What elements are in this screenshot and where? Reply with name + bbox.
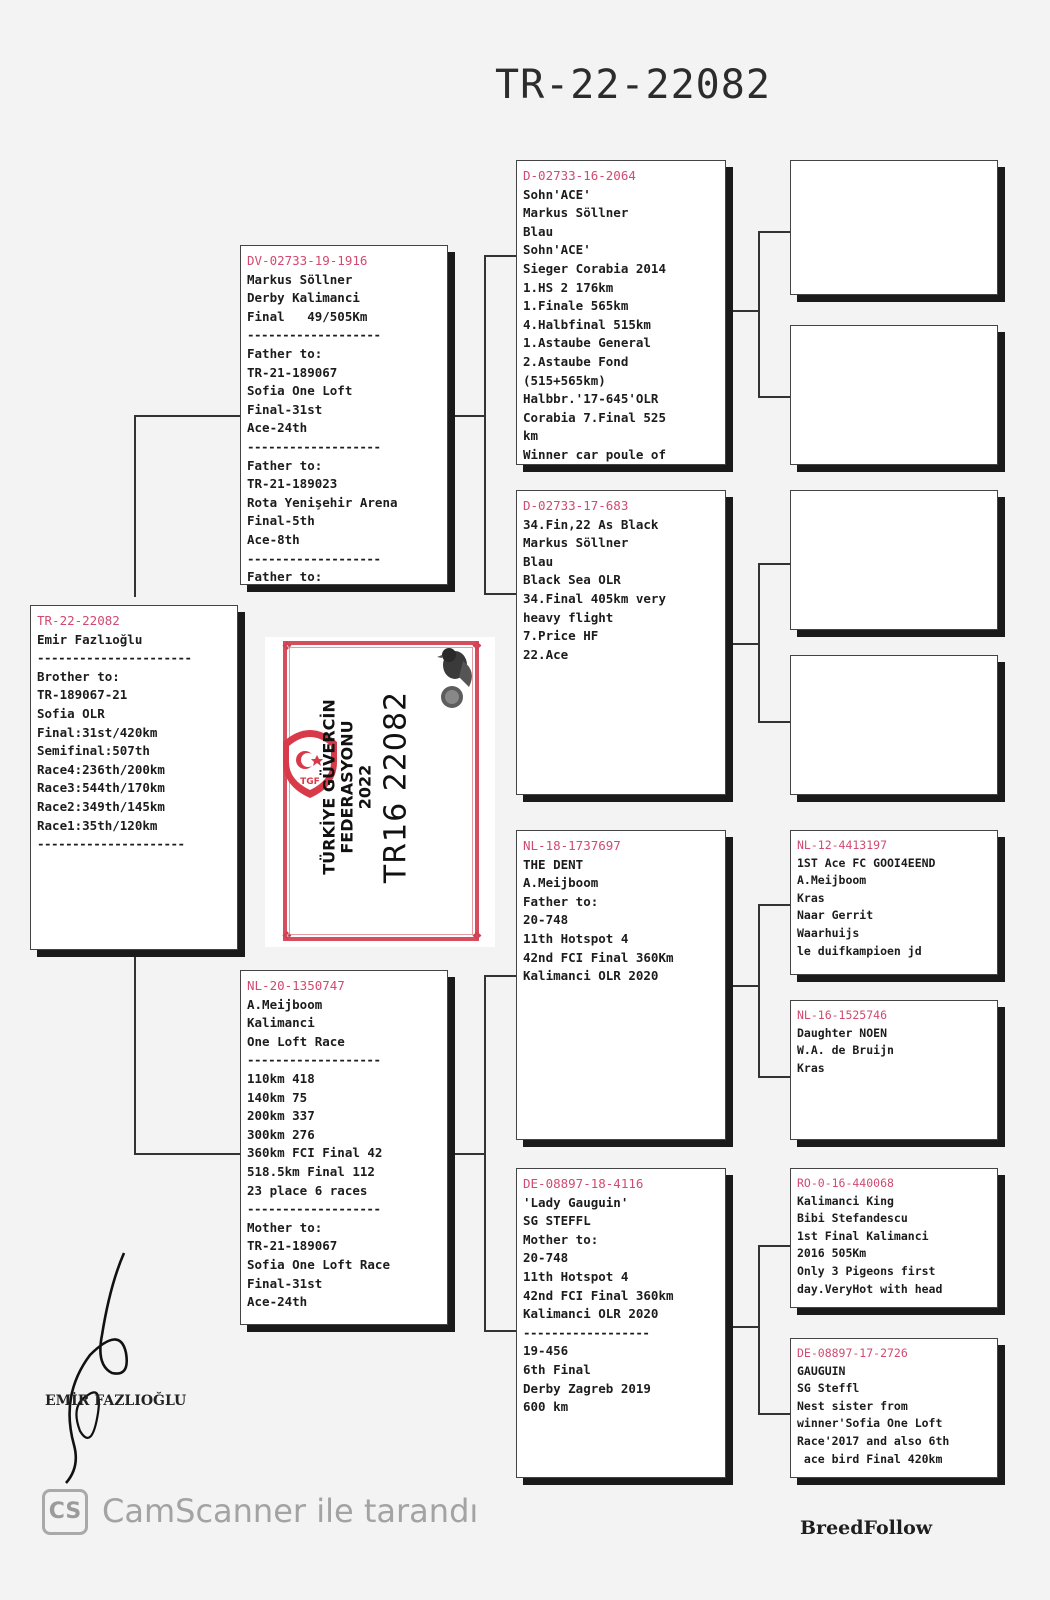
pedigree-line: Markus Söllner <box>523 535 629 551</box>
pedigree-line: Father to: <box>523 893 599 909</box>
pedigree-line: 600 km <box>523 1399 569 1415</box>
pedigree-line: Black Sea OLR <box>523 572 621 588</box>
ring-certificate <box>265 637 495 947</box>
paternal-grandfather-card <box>516 160 726 465</box>
ornament-icon: ❖ <box>282 925 292 944</box>
pedigree-line: Naar Gerrit <box>797 908 874 923</box>
pedigree-line: Derby Kalimanci <box>247 290 360 306</box>
pedigree-line: (515+565km) <box>523 372 606 388</box>
maternal-grandmother-card <box>516 1168 726 1478</box>
pedigree-line: THE DENT <box>523 856 584 872</box>
great-grandparent-card <box>790 830 998 975</box>
pedigree-line: Race1:35th/120km <box>37 817 158 833</box>
pedigree-line: Mother to: <box>247 1219 323 1235</box>
pedigree-line: 20-748 <box>523 912 569 928</box>
connector <box>726 1326 758 1328</box>
pedigree-line: Sohn'ACE' <box>523 186 591 202</box>
ring-number: D-02733-17-683 <box>523 498 629 513</box>
pedigree-line: 11th Hotspot 4 <box>523 930 629 946</box>
pedigree-line: ------------------- <box>247 327 381 343</box>
ring-number: TR16 22082 <box>378 690 414 884</box>
connector <box>134 1153 240 1155</box>
ring-number: NL-20-1350747 <box>247 978 345 993</box>
connector <box>726 985 758 987</box>
ring-number: D-02733-16-2064 <box>523 168 636 183</box>
pedigree-line: Race2:349th/145km <box>37 798 165 814</box>
pedigree-line: 34.Final 405km very <box>523 590 666 606</box>
pedigree-line: TR-21-189067 <box>247 1238 338 1254</box>
connector <box>134 415 136 597</box>
pedigree-line: ------------------ <box>523 1324 650 1340</box>
pedigree-line: Father to: <box>247 457 323 473</box>
pedigree-line: Blau <box>523 553 554 569</box>
pedigree-line: 6th Final <box>523 1361 591 1377</box>
certificate-year: 2022 <box>355 764 375 810</box>
connector <box>758 1413 790 1415</box>
great-grandparent-card-empty <box>790 160 998 295</box>
connector <box>758 904 760 1078</box>
pedigree-line: 1ST Ace FC GOOI4EEND <box>797 855 936 870</box>
connector <box>726 310 758 312</box>
pedigree-line: Brother to: <box>37 668 120 684</box>
pedigree-line: One Loft Race <box>247 1033 345 1049</box>
certificate-text-group <box>321 647 414 927</box>
father-card <box>240 245 448 585</box>
pedigree-line: Kalimanci <box>247 1015 315 1031</box>
connector <box>134 935 136 1155</box>
pedigree-line: Markus Söllner <box>247 271 353 287</box>
pedigree-line: Final:31st/420km <box>37 724 158 740</box>
great-grandparent-card-empty <box>790 490 998 630</box>
pedigree-line: Father to: <box>247 345 323 361</box>
pedigree-line: heavy flight <box>523 609 614 625</box>
pedigree-line: Ace-24th <box>247 1294 308 1310</box>
connector <box>758 1076 790 1078</box>
pedigree-line: Emir Fazlıoğlu <box>37 631 143 647</box>
pedigree-line: TR-21-189067 <box>247 364 338 380</box>
pedigree-line: Daughter NOEN <box>797 1025 888 1040</box>
connector <box>758 721 790 723</box>
pigeon-photo-icon <box>425 641 479 711</box>
pedigree-line: Race3:544th/170km <box>37 780 165 796</box>
connector <box>758 1245 760 1415</box>
pedigree-line: Final-31st <box>247 401 323 417</box>
pedigree-line: 200km 337 <box>247 1108 315 1124</box>
pedigree-line: 2016 505Km <box>797 1246 867 1261</box>
pedigree-line: 360km FCI Final 42 <box>247 1145 383 1161</box>
pedigree-line: 20-748 <box>523 1250 569 1266</box>
pedigree-line: Only 3 Pigeons first <box>797 1263 936 1278</box>
pedigree-line: ---------------------- <box>37 650 192 666</box>
ring-number: NL-18-1737697 <box>523 838 621 853</box>
pedigree-line: 518.5km Final 112 <box>247 1163 375 1179</box>
pedigree-line: Halbbr.'17-645'OLR <box>523 391 659 407</box>
signature-name: EMİR FAZLIOĞLU <box>45 1393 187 1409</box>
page-title: TR-22-22082 <box>495 62 771 108</box>
pedigree-line: Father to: <box>247 569 323 585</box>
connector <box>484 593 516 595</box>
pedigree-line: --------------------- <box>37 836 185 852</box>
great-grandparent-card <box>790 1000 998 1140</box>
ring-number: DV-02733-19-1916 <box>247 253 368 268</box>
pedigree-line: 110km 418 <box>247 1070 315 1086</box>
pedigree-line: ace bird Final 420km <box>797 1451 943 1466</box>
ring-number: RO-0-16-440068 <box>797 1176 894 1190</box>
pedigree-line: ------------------- <box>247 550 381 566</box>
connector <box>758 231 760 398</box>
pedigree-line: Sofia OLR <box>37 705 105 721</box>
ring-number: TR-22-22082 <box>37 613 120 628</box>
pedigree-line: Waarhuijs <box>797 925 860 940</box>
pedigree-line: Mother to: <box>523 1231 599 1247</box>
connector <box>758 563 790 565</box>
pedigree-line: Kras <box>797 1060 825 1075</box>
brand-logo: BreedFollow <box>800 1517 933 1539</box>
camscanner-watermark: CamScanner ile tarandı <box>102 1492 479 1530</box>
pedigree-line: A.Meijboom <box>797 873 867 888</box>
paternal-grandmother-card <box>516 490 726 795</box>
pedigree-line: Nest sister from <box>797 1398 908 1413</box>
great-grandparent-card-empty <box>790 655 998 795</box>
pedigree-line: A.Meijboom <box>523 875 599 891</box>
pedigree-line: Ace-24th <box>247 420 308 436</box>
pedigree-line: Final 49/505Km <box>247 308 368 324</box>
connector <box>758 231 790 233</box>
pedigree-line: 19-456 <box>523 1343 569 1359</box>
connector <box>758 563 760 723</box>
pedigree-line: Blau <box>523 223 554 239</box>
ornament-icon: ❖ <box>472 925 482 944</box>
pedigree-line: winner'Sofia One Loft <box>797 1416 943 1431</box>
pedigree-line: 300km 276 <box>247 1126 315 1142</box>
pedigree-line: Final-31st <box>247 1275 323 1291</box>
pedigree-line: Kalimanci OLR 2020 <box>523 1306 659 1322</box>
connector <box>758 1245 790 1247</box>
pedigree-line: Derby Zagreb 2019 <box>523 1380 651 1396</box>
pedigree-line: Semifinal:507th <box>37 743 150 759</box>
pedigree-line: km <box>523 428 539 444</box>
ring-number: NL-12-4413197 <box>797 838 888 852</box>
connector <box>448 415 484 417</box>
connector <box>758 904 790 906</box>
pedigree-line: ------------------- <box>247 1052 381 1068</box>
pedigree-line: Kras <box>797 890 825 905</box>
connector <box>484 975 516 977</box>
mother-card <box>240 970 448 1325</box>
great-grandparent-card <box>790 1168 998 1308</box>
ring-number: DE-08897-18-4116 <box>523 1176 644 1191</box>
pedigree-line: day.VeryHot with head <box>797 1281 943 1296</box>
pedigree-line: 1.HS 2 176km <box>523 279 614 295</box>
pedigree-line: 42nd FCI Final 360Km <box>523 949 674 965</box>
connector <box>134 415 240 417</box>
pedigree-line: Race4:236th/200km <box>37 761 165 777</box>
pedigree-line: TR-189067-21 <box>37 687 128 703</box>
pedigree-line: Bibi Stefandescu <box>797 1211 908 1226</box>
connector <box>758 396 790 398</box>
pedigree-line: 7.Price HF <box>523 628 599 644</box>
pedigree-line: 1.Astaube General <box>523 335 651 351</box>
subject-pigeon-card <box>30 605 238 950</box>
camscanner-logo-icon: CS <box>42 1489 88 1535</box>
pedigree-line: 23 place 6 races <box>247 1182 368 1198</box>
ornament-icon: ❖ <box>282 635 292 654</box>
pedigree-line: SG STEFFL <box>523 1213 591 1229</box>
pedigree-line: Race'2017 and also 6th <box>797 1433 950 1448</box>
pedigree-line: le duifkampioen jd <box>797 943 922 958</box>
pedigree-line: 1st Final Kalimanci <box>797 1228 929 1243</box>
pedigree-line: Sieger Corabia 2014 <box>523 260 666 276</box>
connector <box>484 255 486 595</box>
pedigree-line: A.Meijboom <box>247 996 323 1012</box>
pedigree-line: Corabia 7.Final 525 <box>523 409 666 425</box>
ring-number: DE-08897-17-2726 <box>797 1346 908 1360</box>
pedigree-line: 'Lady Gauguin' <box>523 1194 629 1210</box>
pedigree-line: W.A. de Bruijn <box>797 1043 894 1058</box>
ornament-icon: ❖ <box>472 635 482 654</box>
pedigree-line: 34.Fin,22 As Black <box>523 516 659 532</box>
emblem-text: TGF <box>300 777 320 787</box>
pedigree-line: GAUGUIN <box>797 1363 846 1378</box>
pedigree-line: 11th Hotspot 4 <box>523 1268 629 1284</box>
federation-name: TÜRKİYE GÜVERCİN FEDERASYONU <box>319 699 357 875</box>
signature-image <box>40 1245 160 1485</box>
pedigree-line: Rota Yenişehir Arena <box>247 494 398 510</box>
pedigree-line: TR-21-189023 <box>247 476 338 492</box>
pedigree-line: Final-5th <box>247 513 315 529</box>
great-grandparent-card-empty <box>790 325 998 465</box>
connector <box>484 1330 516 1332</box>
pedigree-line: ------------------- <box>247 1201 381 1217</box>
connector <box>448 1153 484 1155</box>
pedigree-line: Winner car poule of <box>523 446 666 462</box>
pedigree-line: Ace-8th <box>247 531 300 547</box>
pedigree-line: 140km 75 <box>247 1089 308 1105</box>
pedigree-line: SG Steffl <box>797 1381 860 1396</box>
connector <box>484 255 516 257</box>
connector <box>484 975 486 1331</box>
pedigree-line: Sofia One Loft <box>247 383 353 399</box>
connector <box>726 643 758 645</box>
pedigree-line: Kalimanci OLR 2020 <box>523 968 659 984</box>
pedigree-line: Sofia One Loft Race <box>247 1256 390 1272</box>
pedigree-line: 2.Astaube Fond <box>523 353 629 369</box>
maternal-grandfather-card <box>516 830 726 1140</box>
pedigree-line: 42nd FCI Final 360km <box>523 1287 674 1303</box>
pedigree-line: 22.Ace <box>523 646 569 662</box>
pedigree-line: Markus Söllner <box>523 205 629 221</box>
great-grandparent-card <box>790 1338 998 1478</box>
pedigree-line: 1.Finale 565km <box>523 298 629 314</box>
pedigree-line: Kalimanci King <box>797 1193 894 1208</box>
pedigree-line: ------------------- <box>247 438 381 454</box>
pedigree-line: 4.Halbfinal 515km <box>523 316 651 332</box>
ring-number: NL-16-1525746 <box>797 1008 888 1022</box>
pedigree-line: Sohn'ACE' <box>523 242 591 258</box>
